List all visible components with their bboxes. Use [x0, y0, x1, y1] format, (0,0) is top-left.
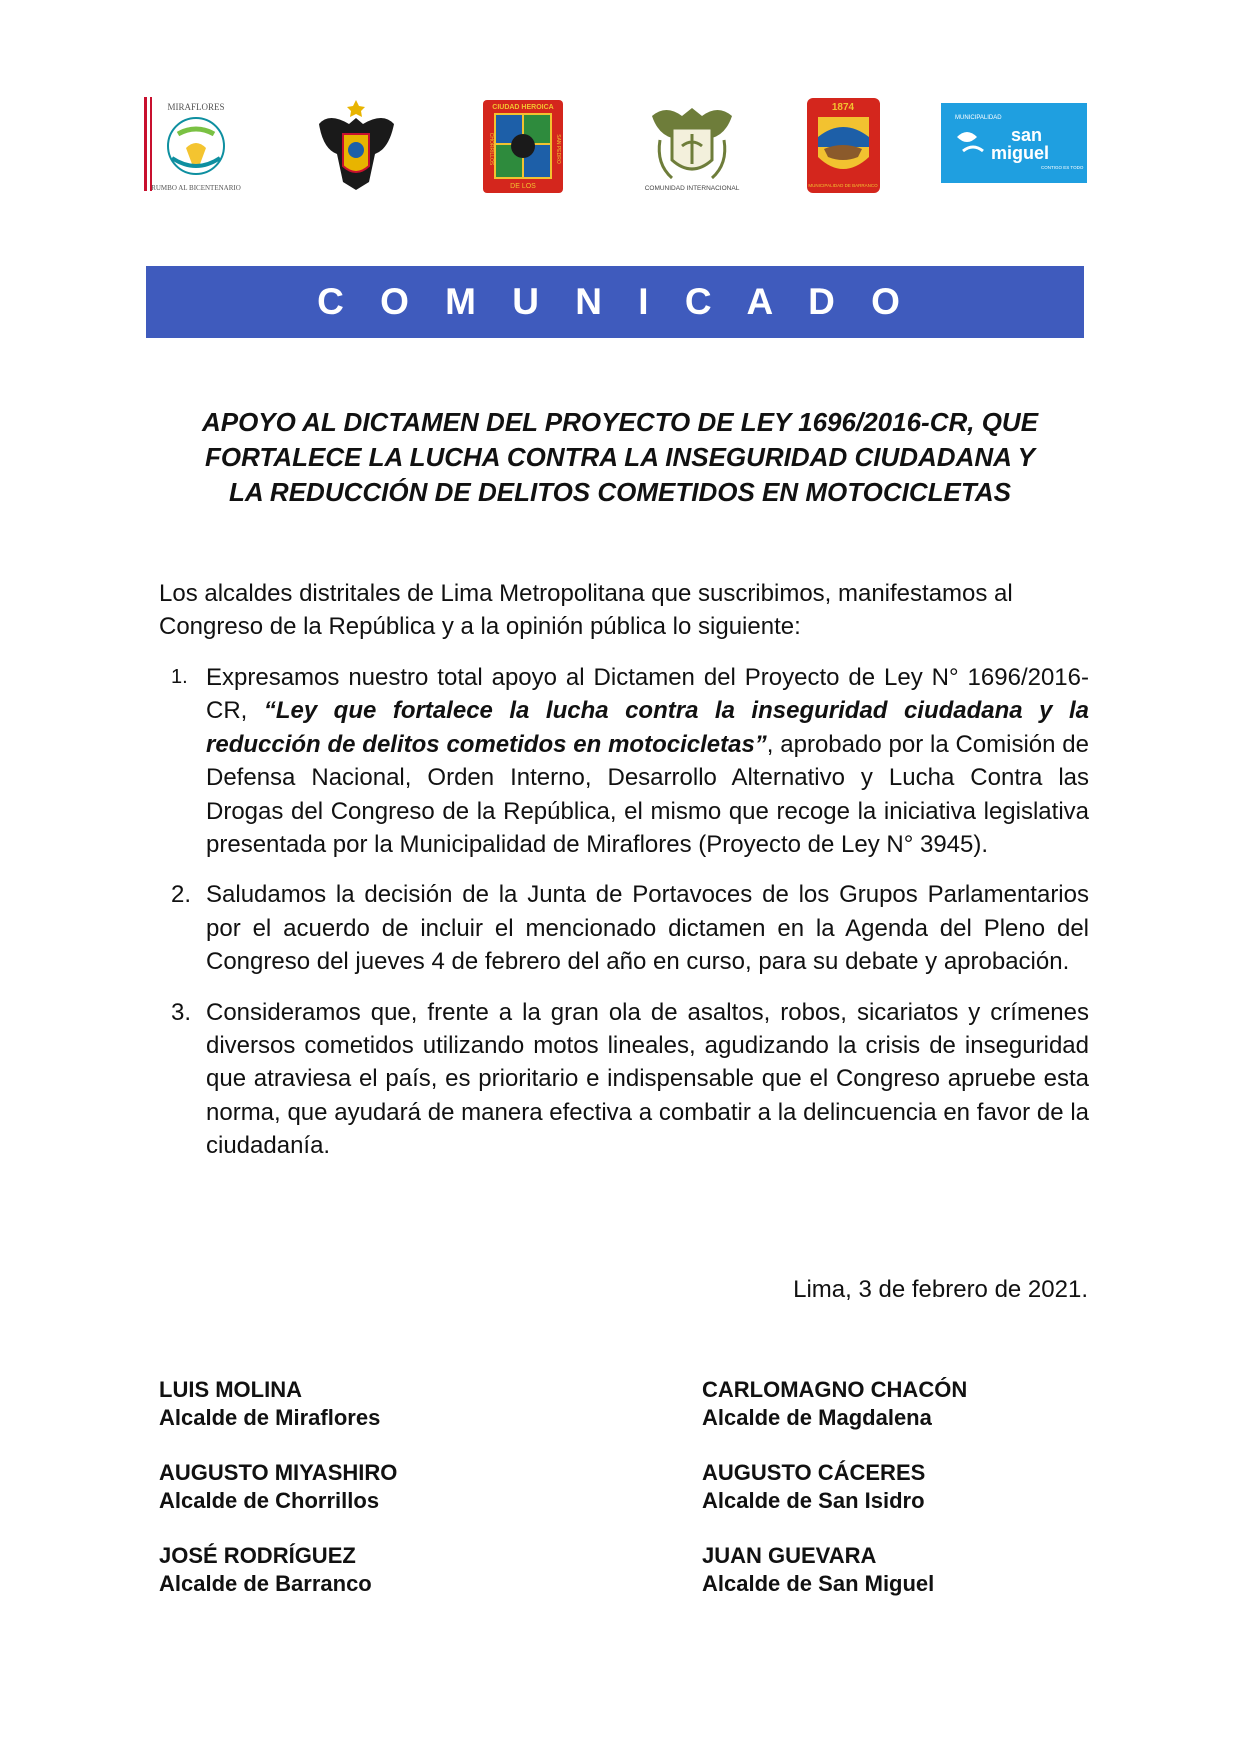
miraflores-logo: [140, 94, 252, 194]
title-line-2: FORTALECE LA LUCHA CONTRA LA INSEGURIDAD CIUDADANA Y: [204, 442, 1036, 472]
signer-name: JOSÉ RODRÍGUEZ: [159, 1543, 356, 1568]
chorrillos-logo-text-top: CIUDAD HEROICA: [492, 104, 554, 111]
chorrillos-shield-logo: [482, 99, 564, 194]
san-miguel-logo-small: MUNICIPALIDAD: [955, 115, 1002, 121]
signer-role: Alcalde de Barranco: [159, 1571, 372, 1596]
miraflores-logo-text-bottom: RUMBO AL BICENTENARIO: [151, 184, 241, 192]
list-item: [159, 996, 1089, 1163]
san-isidro-emblem: [642, 94, 742, 194]
signer-name: AUGUSTO MIYASHIRO: [159, 1460, 398, 1485]
title-line-3: LA REDUCCIÓN DE DELITOS COMETIDOS EN MOTOCICLETAS: [229, 477, 1011, 507]
list-item-number: 3.: [171, 998, 192, 1026]
item-3-text: Consideramos que, frente a la gran ola de asaltos, robos, sicariatos y crímenes diversos cometidos utilizando motos lineales, agudizando la crisis de inseguridad que atraviesa el país, es prioritario e indispensable que el Congreso apruebe esta norma, que ayudará de manera efectiva a combatir a la delincuencia en favor de la ciudadanía.: [206, 998, 1089, 1160]
item-1-law-title: “Ley que fortalece la lucha contra la inseguridad ciudadana y la reducción de delitos cometidos en motocicletas”: [206, 697, 1089, 758]
list-item: [159, 878, 1089, 978]
signer-role: Alcalde de Miraflores: [159, 1405, 381, 1430]
san-miguel-logo-miguel: miguel: [991, 143, 1050, 163]
signer-block: [702, 1542, 934, 1598]
san-miguel-logo: [941, 103, 1087, 183]
list-item-number: 1.: [171, 666, 188, 688]
logo-row: [0, 0, 1241, 200]
banner-title: C O M U N I C A D O: [317, 281, 913, 322]
signer-name: JUAN GUEVARA: [702, 1543, 877, 1568]
signer-role: Alcalde de Chorrillos: [159, 1488, 380, 1513]
item-2-text: Saludamos la decisión de la Junta de Portavoces de los Grupos Parlamentarios por el acuerdo de incluir el mencionado dictamen en la Agenda del Pleno del Congreso del jueves 4 de febrero del año en curso, para su debate y aprobación.: [206, 881, 1089, 976]
miraflores-logo-text-top: MIRAFLORES: [167, 102, 225, 112]
chorrillos-logo-text-right: SAN PEDRO: [555, 134, 561, 164]
signer-block: [159, 1459, 397, 1515]
barranco-logo-year: 1874: [831, 102, 855, 113]
intro-paragraph: Los alcaldes distritales de Lima Metropolitana que suscribimos, manifestamos al Congreso de la República y a la opinión pública lo siguiente:: [159, 580, 1013, 640]
signer-name: LUIS MOLINA: [159, 1377, 302, 1402]
list-item-number: 2.: [171, 881, 192, 909]
chorrillos-logo-text-left: CHORRILLOS: [488, 132, 494, 166]
san-miguel-logo-tag: CONTIGO ES TODO: [1041, 165, 1084, 170]
signer-block: [159, 1542, 372, 1598]
signer-block: [702, 1459, 925, 1515]
title-line-1: APOYO AL DICTAMEN DEL PROYECTO DE LEY 1696/2016-CR, QUE: [201, 407, 1039, 437]
signer-name: CARLOMAGNO CHACÓN: [702, 1377, 968, 1402]
barranco-logo-text: MUNICIPALIDAD DE BARRANCO: [808, 183, 878, 188]
signer-role: Alcalde de San Miguel: [702, 1571, 935, 1596]
signer-role: Alcalde de San Isidro: [702, 1488, 925, 1513]
signer-role: Alcalde de Magdalena: [702, 1405, 932, 1430]
place-date: Lima, 3 de febrero de 2021.: [793, 1276, 1088, 1303]
chorrillos-eagle-emblem: [309, 94, 404, 194]
item-1-text-before: Expresamos nuestro total apoyo al Dictamen del Proyecto de Ley N° 1696/2016-CR,: [206, 664, 1089, 725]
chorrillos-logo-text-bottom: DE LOS: [510, 183, 536, 190]
signer-name: AUGUSTO CÁCERES: [702, 1460, 926, 1485]
san-isidro-logo-text: COMUNIDAD INTERNACIONAL: [644, 185, 740, 192]
signer-block: [159, 1376, 380, 1432]
numbered-list: [159, 661, 1089, 1163]
item-1-text-after: , aprobado por la Comisión de Defensa Nacional, Orden Interno, Desarrollo Alternativo y Lucha Contra las Drogas del Congreso de la República, el mismo que recoge la iniciativa legislativa presentada por la Municipalidad de Miraflores (Proyecto de Ley N° 3945).: [206, 730, 1089, 859]
document-title: [140, 405, 1100, 510]
san-miguel-logo-san: san: [1011, 125, 1043, 145]
list-item: [159, 661, 1089, 861]
barranco-shield-logo: [806, 97, 881, 194]
comunicado-banner: [146, 266, 1084, 338]
signer-block: [702, 1376, 967, 1432]
